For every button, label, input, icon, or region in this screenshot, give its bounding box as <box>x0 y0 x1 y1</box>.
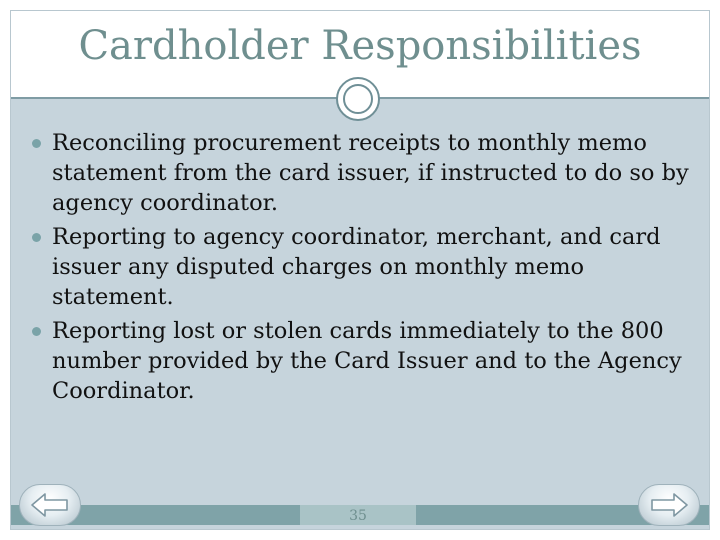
bullet-dot-icon <box>32 327 41 336</box>
bullet-text: Reporting lost or stolen cards immediately to the 800 number provided by the Card Issuer and to the Agency Coordinator. <box>52 318 682 404</box>
bullet-text: Reconciling procurement receipts to monthly memo statement from the card issuer, if instructed to do so by agency coordinator. <box>52 130 689 216</box>
next-slide-button[interactable] <box>638 484 700 526</box>
arrow-right-icon <box>649 492 689 518</box>
page-number: 35 <box>349 508 367 524</box>
circle-ornament-icon <box>336 77 380 121</box>
slide-title: Cardholder Responsibilities <box>78 23 642 69</box>
bullet-list <box>18 128 698 410</box>
bullet-text: Reporting to agency coordinator, merchant, and card issuer any disputed charges on monthly memo statement. <box>52 224 661 310</box>
bullet-dot-icon <box>32 233 41 242</box>
arrow-left-icon <box>30 492 70 518</box>
previous-slide-button[interactable] <box>19 484 81 526</box>
bullet-item <box>18 128 698 218</box>
bullet-item <box>18 222 698 312</box>
bullet-item <box>18 316 698 406</box>
bullet-dot-icon <box>32 139 41 148</box>
